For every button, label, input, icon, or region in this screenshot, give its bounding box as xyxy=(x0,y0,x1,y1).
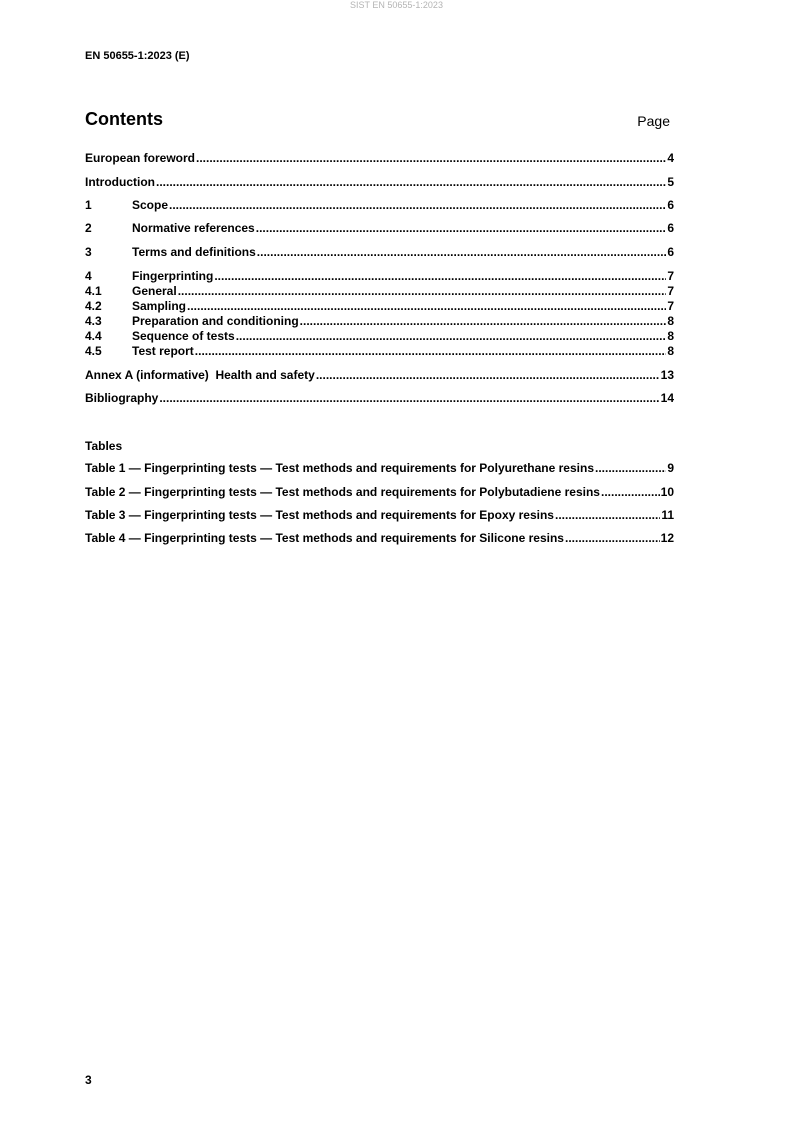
toc-entry[interactable] xyxy=(85,198,674,212)
toc-leader-dots xyxy=(187,299,666,313)
toc-entry-title: European foreword xyxy=(85,151,196,165)
toc-leader-dots xyxy=(601,485,660,499)
toc-entry-page: 8 xyxy=(667,314,674,328)
table-entry-page: 9 xyxy=(667,461,674,475)
contents-heading: Contents xyxy=(85,109,163,129)
tables-heading: Tables xyxy=(85,439,123,453)
toc-entry[interactable] xyxy=(85,391,674,405)
toc-entry-title: Terms and definitions xyxy=(132,245,256,259)
toc-leader-dots xyxy=(316,368,660,382)
toc-entry[interactable] xyxy=(85,245,674,259)
table-entry-page: 10 xyxy=(660,485,674,499)
toc-entry[interactable] xyxy=(85,329,674,343)
toc-entry[interactable] xyxy=(85,151,674,165)
toc-leader-dots xyxy=(195,344,667,358)
toc-entry-page: 6 xyxy=(667,198,674,212)
toc-entry-title: Normative references xyxy=(132,221,255,235)
toc-entry-number: 4.3 xyxy=(85,314,102,328)
toc-entry-title: Fingerprinting xyxy=(132,269,214,283)
table-list-entry[interactable] xyxy=(85,508,674,522)
table-list-entry[interactable] xyxy=(85,461,674,475)
toc-leader-dots xyxy=(565,531,660,545)
toc-entry[interactable] xyxy=(85,344,674,358)
toc-entry-title: General xyxy=(132,284,177,298)
table-entry-page: 12 xyxy=(660,531,674,545)
document-id: EN 50655-1:2023 (E) xyxy=(85,50,190,62)
toc-leader-dots xyxy=(236,329,667,343)
toc-entry-title: Introduction xyxy=(85,175,155,189)
toc-entry[interactable] xyxy=(85,175,674,189)
toc-entry-number: 3 xyxy=(85,245,92,259)
toc-entry-title: Preparation and conditioning xyxy=(132,314,299,328)
toc-entry-number: 4.4 xyxy=(85,329,102,343)
toc-entry-number: 4.5 xyxy=(85,344,102,358)
page-number: 3 xyxy=(85,1073,92,1087)
toc-entry-title: Sequence of tests xyxy=(132,329,235,343)
toc-entry-page: 8 xyxy=(667,329,674,343)
toc-leader-dots xyxy=(300,314,667,328)
toc-entry-page: 6 xyxy=(667,245,674,259)
toc-entry-title: Bibliography xyxy=(85,391,159,405)
watermark: SIST EN 50655-1:2023 xyxy=(350,0,443,10)
toc-entry-page: 6 xyxy=(667,221,674,235)
toc-entry-number: 4.1 xyxy=(85,284,102,298)
toc-entry-title: Annex A (informative) Health and safety xyxy=(85,368,315,382)
toc-entry-number: 4 xyxy=(85,269,92,283)
table-entry-title: Table 2 — Fingerprinting tests — Test methods and requirements for Polybutadiene resins xyxy=(85,485,600,499)
toc-entry-title: Sampling xyxy=(132,299,187,313)
toc-leader-dots xyxy=(256,221,667,235)
toc-leader-dots xyxy=(196,151,666,165)
table-list-entry[interactable] xyxy=(85,485,674,499)
toc-entry[interactable] xyxy=(85,299,674,313)
table-entry-title: Table 3 — Fingerprinting tests — Test methods and requirements for Epoxy resins xyxy=(85,508,554,522)
toc-entry-page: 14 xyxy=(660,391,674,405)
toc-leader-dots xyxy=(159,391,659,405)
toc-entry-page: 8 xyxy=(667,344,674,358)
toc-entry-number: 1 xyxy=(85,198,92,212)
page-column-heading: Page xyxy=(637,113,670,129)
toc-entry-number: 4.2 xyxy=(85,299,102,313)
toc-entry-page: 4 xyxy=(667,151,674,165)
toc-entry[interactable] xyxy=(85,284,674,298)
table-list-entry[interactable] xyxy=(85,531,674,545)
toc-leader-dots xyxy=(595,461,666,475)
toc-entry[interactable] xyxy=(85,221,674,235)
toc-entry-page: 7 xyxy=(667,269,674,283)
toc-leader-dots xyxy=(169,198,666,212)
toc-entry-page: 7 xyxy=(667,284,674,298)
table-entry-page: 11 xyxy=(661,508,674,522)
toc-entry-title: Scope xyxy=(132,198,169,212)
toc-leader-dots xyxy=(555,508,660,522)
toc-leader-dots xyxy=(214,269,666,283)
toc-entry[interactable] xyxy=(85,314,674,328)
toc-leader-dots xyxy=(178,284,667,298)
toc-entry[interactable] xyxy=(85,368,674,382)
toc-leader-dots xyxy=(156,175,666,189)
table-entry-title: Table 1 — Fingerprinting tests — Test methods and requirements for Polyurethane resins xyxy=(85,461,594,475)
toc-entry-page: 7 xyxy=(667,299,674,313)
toc-entry[interactable] xyxy=(85,269,674,283)
toc-entry-title: Test report xyxy=(132,344,194,358)
toc-entry-number: 2 xyxy=(85,221,92,235)
toc-entry-page: 5 xyxy=(667,175,674,189)
toc-leader-dots xyxy=(257,245,667,259)
table-entry-title: Table 4 — Fingerprinting tests — Test methods and requirements for Silicone resins xyxy=(85,531,564,545)
toc-entry-page: 13 xyxy=(660,368,674,382)
